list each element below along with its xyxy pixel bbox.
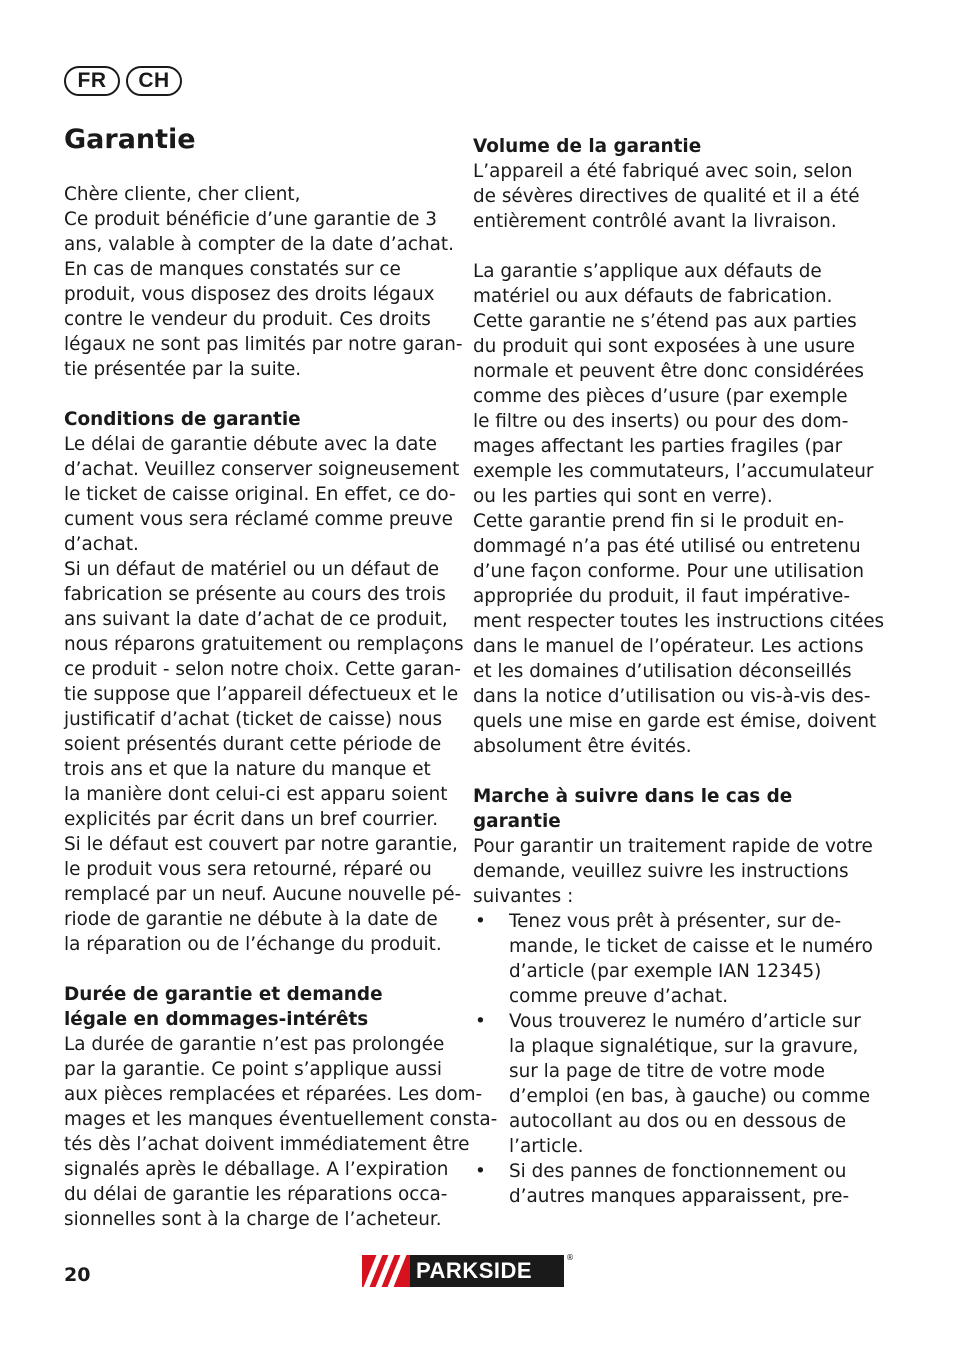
body-text-line (473, 534, 863, 559)
body-text-line (64, 232, 454, 257)
body-text-line (473, 484, 863, 509)
line-text: d’achat. Veuillez conserver soigneusement (64, 459, 460, 480)
body-text-line (64, 557, 449, 582)
body-text-line (473, 859, 863, 884)
body-text-line (473, 459, 874, 484)
body-text-line (64, 207, 449, 232)
logo-wordmark: PARKSIDE (416, 1258, 533, 1283)
line-text: le produit vous sera retourné, réparé ou (64, 859, 432, 880)
body-text-line (473, 709, 877, 734)
body-text-line (64, 1207, 449, 1232)
line-text: cument vous sera réclamé comme preuve (64, 509, 453, 530)
line-text: tie suppose que l’appareil défectueux et le (64, 684, 459, 705)
line-text: sur la page de titre de votre mode (509, 1061, 825, 1082)
line-text: Pour garantir un traitement rapide de votre (473, 836, 873, 857)
body-text-line (473, 909, 863, 934)
line-text: Marche à suivre dans le cas de (473, 786, 793, 807)
body-text-line (64, 1132, 470, 1157)
body-text-line (64, 457, 460, 482)
line-text: justificatif d’achat (ticket de caisse) nous (64, 709, 443, 730)
body-text-line (64, 257, 449, 282)
line-text: de sévères directives de qualité et il a été (473, 186, 860, 207)
body-text-line (473, 609, 885, 634)
body-text-line (64, 182, 449, 207)
body-text-line (473, 1184, 863, 1209)
line-text: appropriée du produit, il faut impérative- (473, 586, 850, 607)
right-column (473, 134, 885, 1209)
body-text-line (473, 434, 863, 459)
line-text: par la garantie. Ce point s’applique aussi (64, 1059, 443, 1080)
line-text: Si le défaut est couvert par notre garantie, (64, 834, 458, 855)
body-text-line (473, 1159, 863, 1184)
line-text: Tenez vous prêt à présenter, sur de- (509, 911, 842, 932)
page-number: 20 (64, 1264, 91, 1286)
body-text-line (64, 882, 462, 907)
body-text-line (473, 684, 871, 709)
body-text-line (64, 357, 449, 382)
section-heading-line (64, 982, 449, 1007)
body-text-line (64, 782, 449, 807)
line-text: remplacé par un neuf. Aucune nouvelle pé- (64, 884, 462, 905)
line-text: absolument être évités. (473, 736, 692, 757)
line-text: légale en dommages-intérêts (64, 1009, 369, 1030)
line-text: Vous trouverez le numéro d’article sur (509, 1011, 861, 1032)
body-text-line (64, 607, 449, 632)
body-text-line (473, 734, 863, 759)
line-text: ans suivant la date d’achat de ce produit, (64, 609, 448, 630)
line-text: Durée de garantie et demande (64, 984, 383, 1005)
body-text-line (473, 1009, 863, 1034)
body-text-line (64, 482, 456, 507)
line-text: produit, vous disposez des droits légaux (64, 284, 435, 305)
bullet-icon: • (475, 1161, 486, 1182)
body-text-line (473, 1109, 863, 1134)
body-text-line (64, 807, 449, 832)
section-heading-line (64, 1007, 449, 1032)
body-text-line (473, 634, 863, 659)
parkside-logo (362, 1253, 574, 1287)
line-text: normale et peuvent être donc considérées (473, 361, 864, 382)
line-text: demande, veuillez suivre les instructions (473, 861, 849, 882)
line-text: dans la notice d’utilisation ou vis-à-vis des- (473, 686, 871, 707)
body-text-line (64, 657, 462, 682)
line-text: tés dès l’achat doivent immédiatement être (64, 1134, 470, 1155)
body-text-line (473, 1034, 863, 1059)
line-text: mande, le ticket de caisse et le numéro (509, 936, 873, 957)
line-text: d’autres manques apparaissent, pre- (509, 1186, 850, 1207)
body-text-line (473, 309, 863, 334)
section-heading-line (473, 784, 863, 809)
body-text-line (473, 1084, 871, 1109)
line-text: Ce produit bénéficie d’une garantie de 3 (64, 209, 437, 230)
body-text-line (473, 184, 863, 209)
body-text-line (473, 559, 863, 584)
line-text: la réparation ou de l’échange du produit. (64, 934, 442, 955)
body-text-line (64, 432, 449, 457)
line-text: garantie (473, 811, 561, 832)
line-text: L’appareil a été fabriqué avec soin, selon (473, 161, 853, 182)
line-text: d’une façon conforme. Pour une utilisation (473, 561, 864, 582)
body-text-line (64, 682, 459, 707)
body-text-line (64, 857, 449, 882)
bullet-icon: • (475, 1011, 486, 1032)
section-heading-line (64, 407, 449, 432)
paragraph-gap (473, 234, 863, 259)
line-text: le filtre ou des inserts) ou pour des dom- (473, 411, 849, 432)
line-text: du délai de garantie les réparations occa- (64, 1184, 448, 1205)
body-text-line (64, 907, 449, 932)
line-text: Conditions de garantie (64, 409, 301, 430)
paragraph-gap (64, 957, 449, 982)
body-text-line (64, 932, 449, 957)
body-text-line (473, 209, 863, 234)
line-text: ou les parties qui sont en verre). (473, 486, 773, 507)
line-text: d’article (par exemple IAN 12345) (509, 961, 822, 982)
body-text-line (473, 284, 863, 309)
line-text: Cette garantie prend fin si le produit en- (473, 511, 845, 532)
line-text: du produit qui sont exposées à une usure (473, 336, 855, 357)
line-text: matériel ou aux défauts de fabrication. (473, 286, 833, 307)
body-text-line (473, 984, 863, 1009)
line-text: trois ans et que la nature du manque et (64, 759, 431, 780)
line-text: l’article. (509, 1136, 584, 1157)
line-text: dans le manuel de l’opérateur. Les actions (473, 636, 864, 657)
line-text: contre le vendeur du produit. Ces droits (64, 309, 431, 330)
line-text: riode de garantie ne débute à la date de (64, 909, 438, 930)
body-text-line (64, 282, 449, 307)
body-text-line (64, 1082, 483, 1107)
line-text: signalés après le déballage. A l’expiration (64, 1159, 449, 1180)
line-text: soient présentés durant cette période de (64, 734, 442, 755)
line-text: comme des pièces d’usure (par exemple (473, 386, 848, 407)
line-text: autocollant au dos ou en dessous de (509, 1111, 847, 1132)
line-text: La garantie s’applique aux défauts de (473, 261, 822, 282)
line-text: nous réparons gratuitement ou remplaçons (64, 634, 464, 655)
language-badges (64, 66, 182, 96)
body-text-line (64, 307, 449, 332)
line-text: et les domaines d’utilisation déconseillés (473, 661, 852, 682)
body-text-line (64, 757, 449, 782)
body-text-line (64, 1057, 449, 1082)
body-text-line (64, 507, 453, 532)
bullet-icon: • (475, 911, 486, 932)
body-text-line (473, 934, 873, 959)
body-text-line (64, 632, 464, 657)
body-text-line (473, 884, 863, 909)
line-text: entièrement contrôlé avant la livraison. (473, 211, 837, 232)
line-text: La durée de garantie n’est pas prolongée (64, 1034, 445, 1055)
line-text: ce produit - selon notre choix. Cette garan- (64, 659, 462, 680)
body-text-line (64, 1107, 498, 1132)
left-column (64, 182, 498, 1232)
line-text: comme preuve d’achat. (509, 986, 729, 1007)
line-text: ment respecter toutes les instructions citées (473, 611, 885, 632)
line-text: d’achat. (64, 534, 139, 555)
body-text-line (473, 359, 863, 384)
line-text: la plaque signalétique, sur la gravure, (509, 1036, 859, 1057)
line-text: Si des pannes de fonctionnement ou (509, 1161, 847, 1182)
line-text: Le délai de garantie débute avec la date (64, 434, 437, 455)
body-text-line (473, 834, 873, 859)
line-text: dommagé n’a pas été utilisé ou entretenu (473, 536, 861, 557)
body-text-line (64, 832, 458, 857)
section-heading-line (473, 809, 863, 834)
line-text: tie présentée par la suite. (64, 359, 302, 380)
body-text-line (473, 409, 863, 434)
body-text-line (473, 159, 863, 184)
body-text-line (64, 532, 449, 557)
line-text: légaux ne sont pas limités par notre garan- (64, 334, 463, 355)
logo-stripes-icon (362, 1255, 410, 1287)
paragraph-gap (64, 382, 449, 407)
body-text-line (473, 384, 863, 409)
line-text: mages affectant les parties fragiles (par (473, 436, 843, 457)
logo-registered-mark: ® (566, 1253, 574, 1262)
line-text: d’emploi (en bas, à gauche) ou comme (509, 1086, 871, 1107)
language-badge-ch: CH (126, 66, 182, 96)
body-text-line (64, 1182, 449, 1207)
body-text-line (473, 334, 863, 359)
line-text: exemple les commutateurs, l’accumulateur (473, 461, 874, 482)
line-text: ans, valable à compter de la date d’achat. (64, 234, 454, 255)
line-text: Si un défaut de matériel ou un défaut de (64, 559, 440, 580)
page-title: Garantie (64, 124, 196, 155)
line-text: Cette garantie ne s’étend pas aux parties (473, 311, 857, 332)
body-text-line (64, 332, 463, 357)
body-text-line (64, 707, 449, 732)
line-text: fabrication se présente au cours des trois (64, 584, 446, 605)
paragraph-gap (473, 759, 863, 784)
line-text: quels une mise en garde est émise, doivent (473, 711, 877, 732)
body-text-line (473, 659, 863, 684)
body-text-line (473, 1059, 863, 1084)
line-text: le ticket de caisse original. En effet, ce do- (64, 484, 456, 505)
line-text: sionnelles sont à la charge de l’acheteur. (64, 1209, 442, 1230)
body-text-line (64, 582, 449, 607)
body-text-line (473, 1134, 863, 1159)
language-badge-fr: FR (64, 66, 120, 96)
section-heading-line (473, 134, 863, 159)
line-text: Volume de la garantie (473, 136, 702, 157)
body-text-line (64, 1157, 449, 1182)
line-text: Chère cliente, cher client, (64, 184, 301, 205)
body-text-line (473, 584, 863, 609)
line-text: la manière dont celui-ci est apparu soient (64, 784, 448, 805)
body-text-line (64, 732, 449, 757)
line-text: En cas de manques constatés sur ce (64, 259, 401, 280)
line-text: explicités par écrit dans un bref courrier. (64, 809, 439, 830)
line-text: mages et les manques éventuellement consta- (64, 1109, 498, 1130)
line-text: suivantes : (473, 886, 574, 907)
line-text: aux pièces remplacées et réparées. Les dom- (64, 1084, 483, 1105)
body-text-line (473, 959, 863, 984)
body-text-line (473, 509, 863, 534)
body-text-line (473, 259, 863, 284)
body-text-line (64, 1032, 449, 1057)
